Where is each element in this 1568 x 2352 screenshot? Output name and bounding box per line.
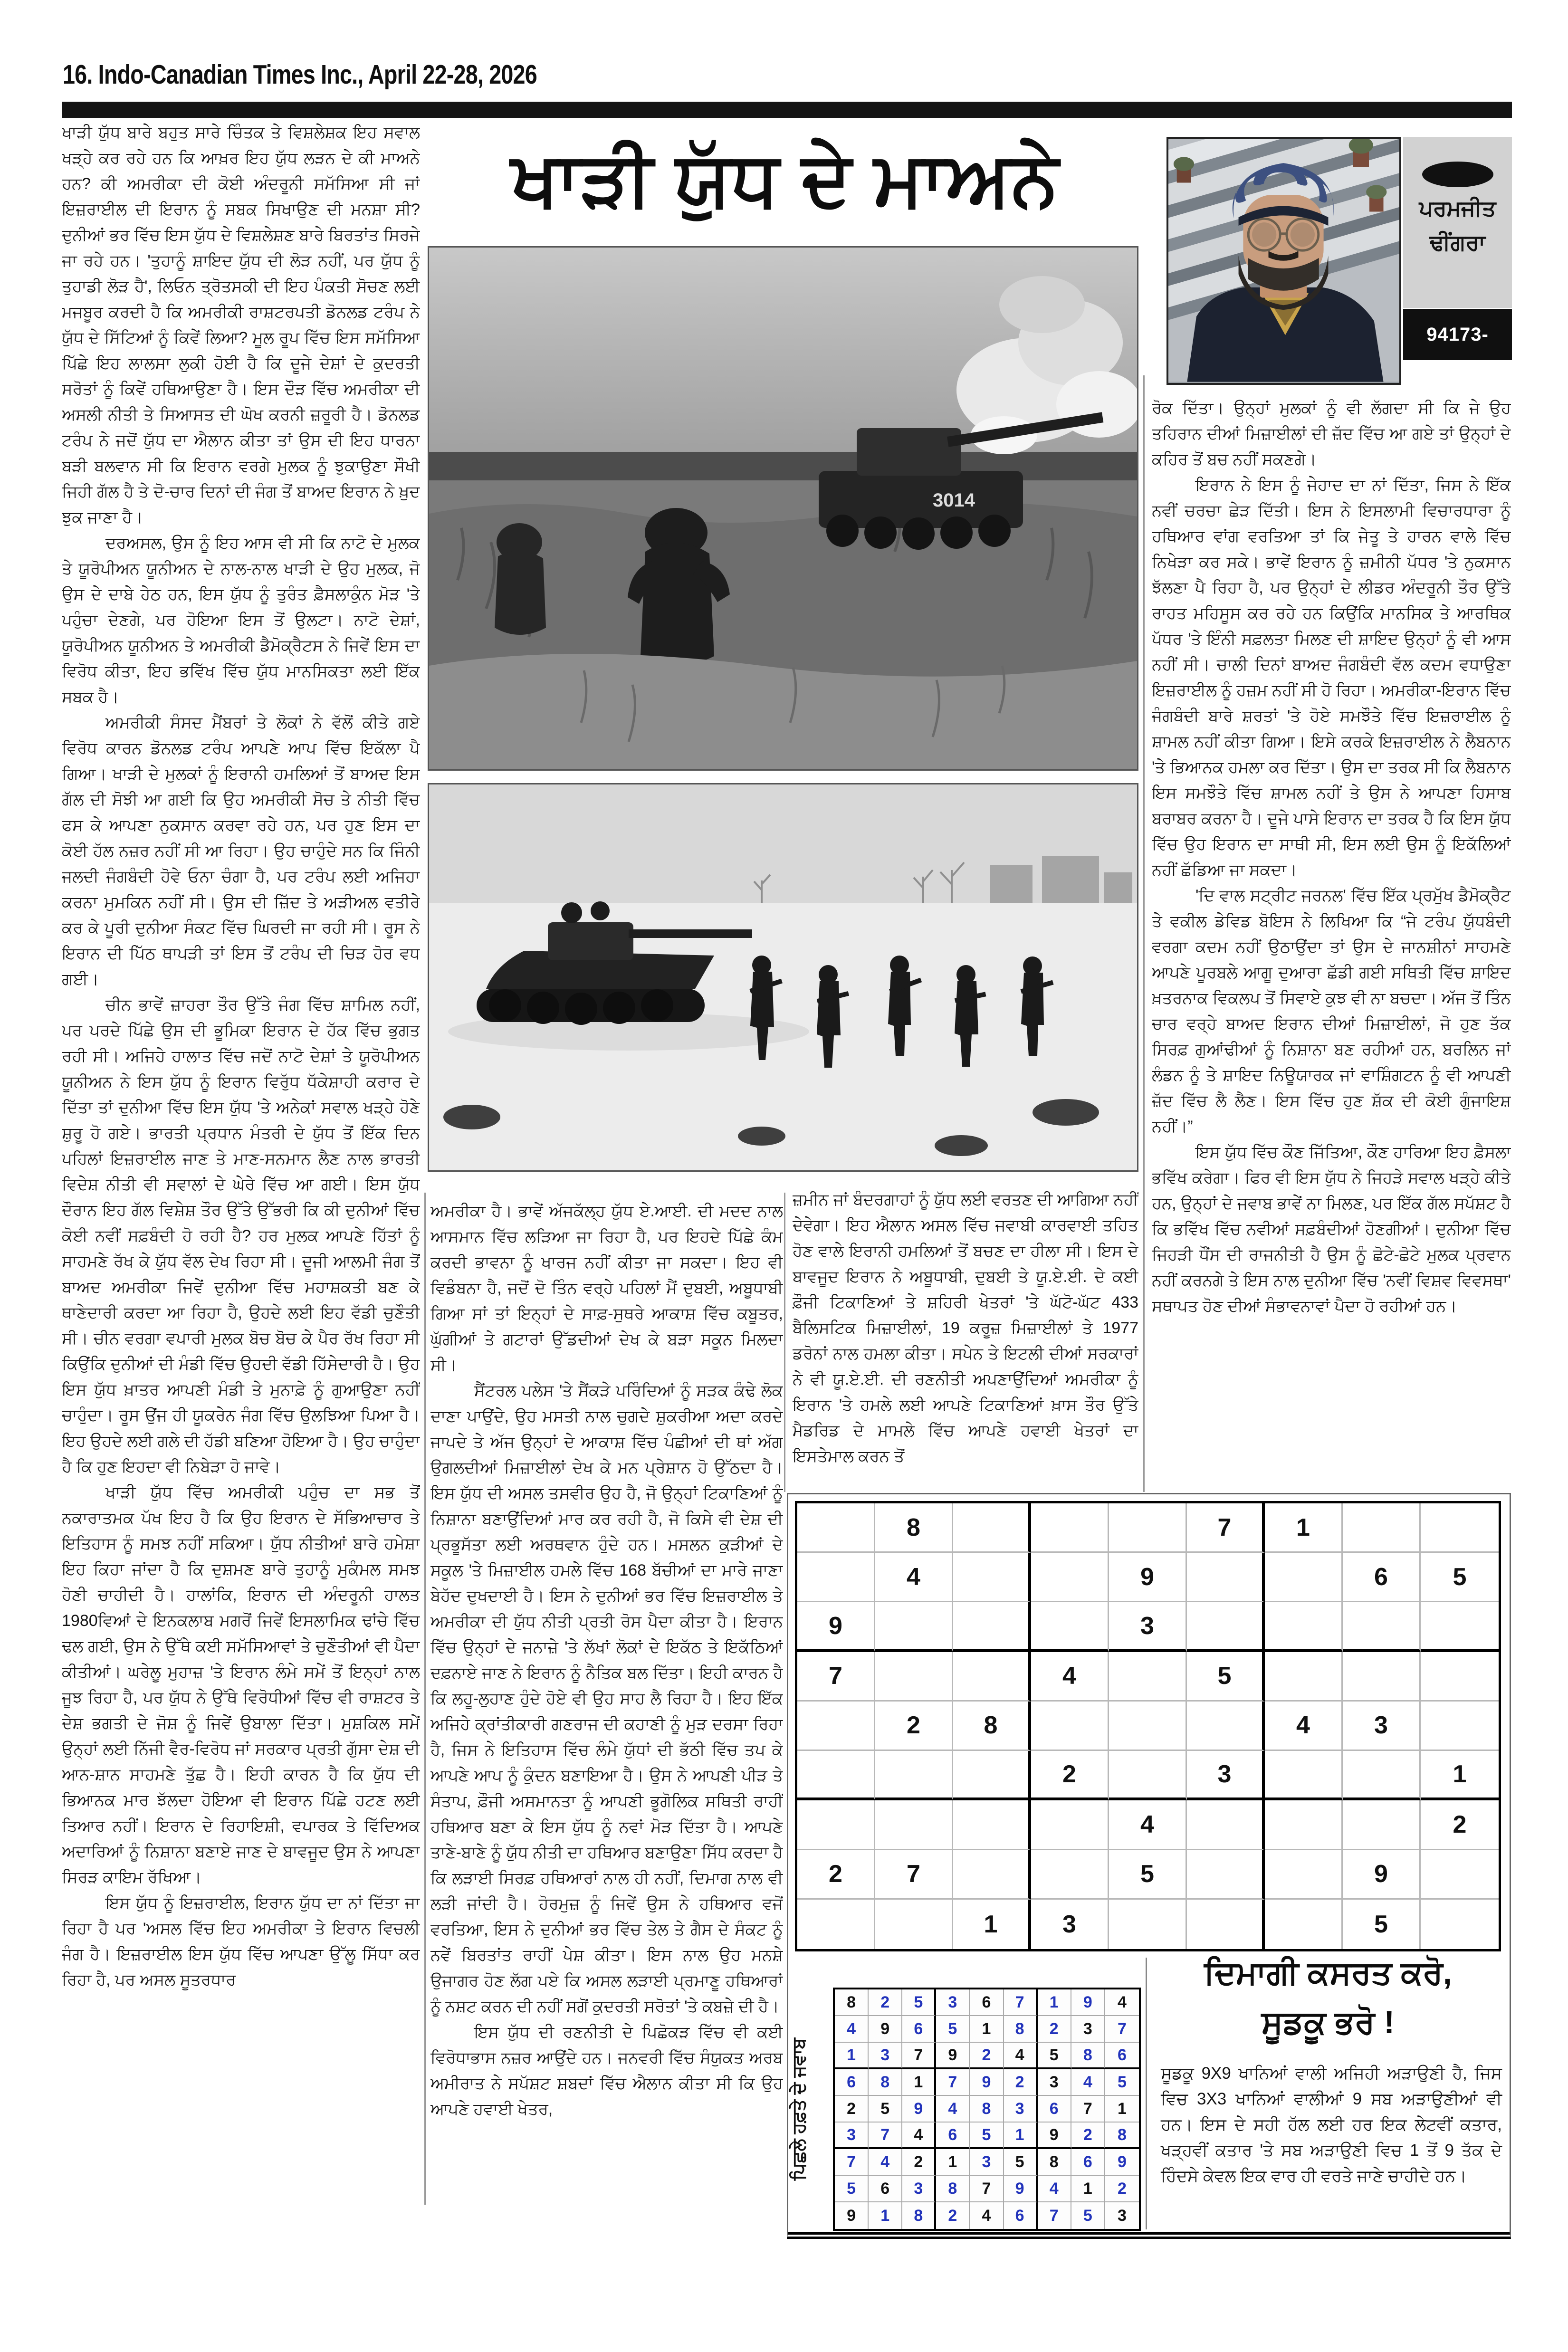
sudoku-cell: 6 bbox=[869, 2176, 902, 2202]
sudoku-cell: 4 bbox=[1038, 2176, 1071, 2202]
sudoku-cell: 6 bbox=[835, 2069, 869, 2096]
sudoku-cell: 3 bbox=[835, 2123, 869, 2149]
article-headline: ਖਾੜੀ ਯੁੱਧ ਦੇ ਮਾਅਨੇ bbox=[511, 137, 1060, 221]
article-paragraph: ਚੀਨ ਭਾਵੇਂ ਜ਼ਾਹਰਾ ਤੌਰ ਉੱਤੇ ਜੰਗ ਵਿੱਚ ਸ਼ਾਮਿਲ ਨਹੀਂ, ਪਰ ਪਰਦੇ ਪਿੱਛੇ ਉਸ ਦੀ ਭੂਮਿਕਾ ਇਰਾਨ ਦੇ ਹੱਕ ਵਿੱਚ ਭੁਗਤ ਰਹੀ ਸੀ। ਅਜਿਹੇ ਹਾਲਾਤ ਵਿੱਚ ਜਦੋਂ ਨਾਟੋ ਦੇਸ਼ਾਂ ਤੇ ਯੂਰੋਪੀਅਨ ਯੂਨੀਅਨ ਨੇ ਇਸ ਯੁੱਧ ਨੂੰ ਇਰਾਨ ਵਿਰੁੱਧ ਧੱਕੇਸ਼ਾਹੀ ਕਰਾਰ ਦੇ ਦਿੱਤਾ ਤਾਂ ਦੁਨੀਆ ਵਿੱਚ ਇਸ ਯੁੱਧ 'ਤੇ ਅਨੇਕਾਂ ਸਵਾਲ ਖੜ੍ਹੇ ਹੋਣੇ ਸ਼ੁਰੂ ਹੋ ਗਏ। ਭਾਰਤੀ ਪ੍ਰਧਾਨ ਮੰਤਰੀ ਦੇ ਯੁੱਧ ਤੋਂ ਇੱਕ ਦਿਨ ਪਹਿਲਾਂ ਇਜ਼ਰਾਈਲ ਜਾਣ ਤੇ ਮਾਣ-ਸਨਮਾਨ ਲੈਣ ਨਾਲ ਭਾਰਤੀ ਵਿਦੇਸ਼ ਨੀਤੀ ਵੀ ਸਵਾਲਾਂ ਦੇ ਘੇਰੇ ਵਿੱਚ ਆ ਗਈ। ਇਸ ਯੁੱਧ ਦੌਰਾਨ ਇਹ ਗੱਲ ਵਿਸ਼ੇਸ਼ ਤੌਰ ਉੱਤੇ ਉੱਭਰੀ ਕਿ ਕੀ ਦੁਨੀਆਂ ਵਿੱਚ ਕੋਈ ਨਵੀਂ ਸਫ਼ਬੰਦੀ ਹੋ ਰਹੀ ਹੈ? ਹਰ ਮੁਲਕ ਆਪਣੇ ਹਿੱਤਾਂ ਨੂੰ ਸਾਹਮਣੇ ਰੱਖ ਕੇ ਯੁੱਧ ਵੱਲ ਦੇਖ ਰਿਹਾ ਸੀ। ਦੂਜੀ ਆਲਮੀ ਜੰਗ ਤੋਂ ਬਾਅਦ ਅਮਰੀਕਾ ਜਿਵੇਂ ਦੁਨੀਆ ਵਿੱਚ ਮਹਾਸ਼ਕਤੀ ਬਣ ਕੇ ਥਾਣੇਦਾਰੀ ਕਰਦਾ ਆ ਰਿਹਾ ਹੈ, ਉਹਦੇ ਲਈ ਇਹ ਵੱਡੀ ਚੁਣੌਤੀ ਸੀ। ਚੀਨ ਵਰਗਾ ਵਪਾਰੀ ਮੁਲਕ ਬੋਚ ਬੋਚ ਕੇ ਪੈਰ ਰੱਖ ਰਿਹਾ ਸੀ ਕਿਉਂਕਿ ਦੁਨੀਆਂ ਦੀ ਮੰਡੀ ਵਿੱਚ ਉਹਦੀ ਵੱਡੀ ਹਿੱਸੇਦਾਰੀ ਹੈ। ਉਹ ਇਸ ਯੁੱਧ ਖ਼ਾਤਰ ਆਪਣੀ ਮੰਡੀ ਤੇ ਮੁਨਾਫ਼ੇ ਨੂੰ ਗੁਆਉਣਾ ਨਹੀਂ ਚਾਹੁੰਦਾ। ਰੂਸ ਉਂਜ ਹੀ ਯੂਕਰੇਨ ਜੰਗ ਵਿੱਚ ਉਲਝਿਆ ਪਿਆ ਹੈ। ਇਹ ਉਹਦੇ ਲਈ ਗਲੇ ਦੀ ਹੱਡੀ ਬਣਿਆ ਹੋਇਆ ਹੈ। ਉਹ ਚਾਹੁੰਦਾ ਹੈ ਕਿ ਹੁਣ ਇਹਦਾ ਵੀ ਨਿਬੇੜਾ ਹੋ ਜਾਵੇ। bbox=[62, 996, 420, 1476]
sudoku-cell bbox=[1031, 1602, 1109, 1652]
sudoku-cell bbox=[875, 1751, 953, 1800]
sudoku-cell bbox=[1343, 1503, 1421, 1553]
war-photo-snow-patrol bbox=[428, 783, 1138, 1172]
sudoku-cell: 6 bbox=[1004, 2202, 1038, 2229]
sudoku-cell: 2 bbox=[936, 2202, 970, 2229]
sudoku-cell: 7 bbox=[1105, 2016, 1139, 2043]
sudoku-cell bbox=[797, 1900, 875, 1949]
sudoku-cell: 5 bbox=[1038, 2043, 1071, 2069]
sudoku-cell bbox=[1265, 1800, 1343, 1850]
sudoku-cell bbox=[1421, 1900, 1499, 1949]
sudoku-section bbox=[787, 1493, 1511, 2239]
sudoku-cell: 9 bbox=[835, 2202, 869, 2229]
sudoku-cell bbox=[1031, 1702, 1109, 1751]
sudoku-cell: 9 bbox=[1071, 1989, 1105, 2016]
article-paragraph: ਇਰਾਨ ਨੇ ਇਸ ਨੂੰ ਜੇਹਾਦ ਦਾ ਨਾਂ ਦਿੱਤਾ, ਜਿਸ ਨੇ ਇੱਕ ਨਵੀਂ ਚਰਚਾ ਛੇੜ ਦਿੱਤੀ। ਇਸ ਨੇ ਇਸਲਾਮੀ ਵਿਚਾਰਧਾਰਾ ਨੂੰ ਹਥਿਆਰ ਵਾਂਗ ਵਰਤਿਆ ਤਾਂ ਕਿ ਜੇਤੂ ਤੇ ਹਾਰਨ ਵਾਲੇ ਵਿੱਚ ਨਿਖੇੜਾ ਕਰ ਸਕੇ। ਭਾਵੇਂ ਇਰਾਨ ਨੂੰ ਜ਼ਮੀਨੀ ਪੱਧਰ 'ਤੇ ਨੁਕਸਾਨ ਝੱਲਣਾ ਪੈ ਰਿਹਾ ਹੈ, ਪਰ ਉਨ੍ਹਾਂ ਦੇ ਲੀਡਰ ਅੰਦਰੂਨੀ ਤੌਰ ਉੱਤੇ ਰਾਹਤ ਮਹਿਸੂਸ ਕਰ ਰਹੇ ਹਨ ਕਿਉਂਕਿ ਮਾਨਸਿਕ ਤੇ ਆਰਥਿਕ ਪੱਧਰ 'ਤੇ ਇੰਨੀ ਸਫ਼ਲਤਾ ਮਿਲਣ ਦੀ ਸ਼ਾਇਦ ਉਨ੍ਹਾਂ ਨੂੰ ਵੀ ਆਸ ਨਹੀਂ ਸੀ। ਚਾਲੀ ਦਿਨਾਂ ਬਾਅਦ ਜੰਗਬੰਦੀ ਵੱਲ ਕਦਮ ਵਧਾਉਣਾ ਇਜ਼ਰਾਈਲ ਨੂੰ ਹਜ਼ਮ ਨਹੀਂ ਸੀ ਹੋ ਰਿਹਾ। ਅਮਰੀਕਾ-ਇਰਾਨ ਵਿੱਚ ਜੰਗਬੰਦੀ ਬਾਰੇ ਸ਼ਰਤਾਂ 'ਤੇ ਹੋਏ ਸਮਝੌਤੇ ਵਿੱਚ ਇਜ਼ਰਾਈਲ ਨੂੰ ਸ਼ਾਮਲ ਨਹੀਂ ਕੀਤਾ ਗਿਆ। ਇਸੇ ਕਰਕੇ ਇਜ਼ਰਾਈਲ ਨੇ ਲੈਬਨਾਨ 'ਤੇ ਭਿਆਨਕ ਹਮਲਾ ਕਰ ਦਿੱਤਾ। ਉਸ ਦਾ ਤਰਕ ਸੀ ਕਿ ਲੈਬਨਾਨ ਇਸ ਸਮਝੌਤੇ ਵਿੱਚ ਸ਼ਾਮਲ ਨਹੀਂ ਤੇ ਉਸ ਨੇ ਆਪਣਾ ਹਿਸਾਬ ਬਰਾਬਰ ਕਰਨਾ ਹੈ। ਦੂਜੇ ਪਾਸੇ ਇਰਾਨ ਦਾ ਤਰਕ ਹੈ ਕਿ ਇਸ ਯੁੱਧ ਵਿੱਚ ਉਹ ਇਰਾਨ ਦਾ ਸਾਥੀ ਸੀ, ਇਸ ਲਈ ਉਸ ਨੂੰ ਇਕੱਲਿਆਂ ਨਹੀਂ ਛੱਡਿਆ ਜਾ ਸਕਦਾ। bbox=[1152, 476, 1511, 879]
author-photo bbox=[1166, 137, 1401, 385]
sudoku-cell: 4 bbox=[1109, 1800, 1187, 1850]
article-paragraph: ਇਸ ਯੁੱਧ ਵਿੱਚ ਕੌਣ ਜਿੱਤਿਆ, ਕੌਣ ਹਾਰਿਆ ਇਹ ਫ਼ੈਸਲਾ ਭਵਿੱਖ ਕਰੇਗਾ। ਫਿਰ ਵੀ ਇਸ ਯੁੱਧ ਨੇ ਜਿਹੜੇ ਸਵਾਲ ਖੜ੍ਹੇ ਕੀਤੇ ਹਨ, ਉਨ੍ਹਾਂ ਦੇ ਜਵਾਬ ਭਾਵੇਂ ਨਾ ਮਿਲਣ, ਪਰ ਇੱਕ ਗੱਲ ਸਪੱਸ਼ਟ ਹੈ ਕਿ ਭਵਿੱਖ ਵਿੱਚ ਨਵੀਆਂ ਸਫ਼ਬੰਦੀਆਂ ਹੋਣਗੀਆਂ। ਦੁਨੀਆ ਵਿੱਚ ਜਿਹੜੀ ਧੌਂਸ ਦੀ ਰਾਜਨੀਤੀ ਹੈ ਉਸ ਨੂੰ ਛੋਟੇ-ਛੋਟੇ ਮੁਲਕ ਪ੍ਰਵਾਨ ਨਹੀਂ ਕਰਨਗੇ ਤੇ ਇਸ ਨਾਲ ਦੁਨੀਆ ਵਿੱਚ 'ਨਵੀਂ ਵਿਸ਼ਵ ਵਿਵਸਥਾ' ਸਥਾਪਤ ਹੋਣ ਦੀਆਂ ਸੰਭਾਵਨਾਵਾਂ ਪੈਦਾ ਹੋ ਰਹੀਆਂ ਹਨ। bbox=[1152, 1143, 1511, 1315]
sudoku-cell: 3 bbox=[1117, 2206, 1127, 2225]
sudoku-cell: 5 bbox=[1343, 1900, 1421, 1949]
sudoku-cell: 9 bbox=[1004, 2176, 1038, 2202]
sudoku-cell: 1 bbox=[902, 2069, 936, 2096]
sudoku-cell: 8 bbox=[1038, 2149, 1071, 2176]
sudoku-cell bbox=[1109, 1652, 1187, 1702]
sudoku-cell: 3 bbox=[869, 2043, 902, 2069]
column-divider bbox=[1143, 375, 1145, 1492]
sudoku-cell: 7 bbox=[1038, 2202, 1071, 2229]
sudoku-cell bbox=[1187, 1702, 1265, 1751]
sudoku-cell: 1 bbox=[1105, 2096, 1139, 2123]
sudoku-cell bbox=[875, 1800, 953, 1850]
sudoku-cell bbox=[1187, 1800, 1265, 1850]
sudoku-cell bbox=[1343, 1751, 1421, 1800]
sudoku-cell bbox=[1109, 1503, 1187, 1553]
sudoku-cell bbox=[1421, 1503, 1499, 1553]
sudoku-cell: 9 bbox=[797, 1602, 875, 1652]
sudoku-cell: 4 bbox=[902, 2123, 936, 2149]
sudoku-cell bbox=[1265, 1602, 1343, 1652]
sudoku-cell: 6 bbox=[970, 1989, 1004, 2016]
sudoku-cell bbox=[1031, 1553, 1109, 1602]
sudoku-cell bbox=[953, 1850, 1031, 1900]
sudoku-cell bbox=[1187, 1850, 1265, 1900]
sudoku-cell: 2 bbox=[1038, 2016, 1071, 2043]
article-paragraph: ਇਸ ਯੁੱਧ ਦੀ ਰਣਨੀਤੀ ਦੇ ਪਿਛੋਕੜ ਵਿੱਚ ਵੀ ਕਈ ਵਿਰੋਧਾਭਾਸ ਨਜ਼ਰ ਆਉਂਦੇ ਹਨ। ਜਨਵਰੀ ਵਿੱਚ ਸੰਯੁਕਤ ਅਰਬ ਅਮੀਰਾਤ ਨੇ ਸਪੱਸ਼ਟ ਸ਼ਬਦਾਂ ਵਿੱਚ ਐਲਾਨ ਕੀਤਾ ਸੀ ਕਿ ਉਹ ਆਪਣੇ ਹਵਾਈ ਖੇਤਰ, bbox=[430, 2023, 783, 2118]
sudoku-cell bbox=[1343, 1652, 1421, 1702]
sudoku-cell: 7 bbox=[875, 1850, 953, 1900]
sudoku-cell: 1 bbox=[936, 2149, 970, 2176]
sudoku-cell bbox=[1421, 1652, 1499, 1702]
sudoku-cell bbox=[953, 1602, 1031, 1652]
author-portrait-illustration bbox=[1168, 139, 1399, 382]
sudoku-cell bbox=[1265, 1751, 1343, 1800]
sudoku-cell bbox=[1421, 1602, 1499, 1652]
sudoku-cell: 9 bbox=[936, 2043, 970, 2069]
sudoku-cell: 9 bbox=[970, 2069, 1004, 2096]
sudoku-cell bbox=[1265, 1850, 1343, 1900]
sudoku-cell: 2 bbox=[1004, 2069, 1038, 2096]
tank-number-marking: 3014 bbox=[933, 490, 975, 511]
sudoku-cell: 9 bbox=[902, 2096, 936, 2123]
sudoku-cell: 2 bbox=[835, 2096, 869, 2123]
author-name-line2: ਢੀਂਗਰਾ bbox=[1429, 230, 1486, 255]
masthead: 16. Indo-Canadian Times Inc., April 22-28, 2026 bbox=[63, 59, 537, 90]
article-column-4 bbox=[1152, 395, 1511, 1492]
author-panel bbox=[1403, 137, 1512, 308]
sudoku-cell: 2 bbox=[1031, 1751, 1109, 1800]
sudoku-promo-line1: ਦਿਮਾਗੀ ਕਸਰਤ ਕਰੋ, bbox=[1204, 1955, 1452, 1991]
sudoku-cell bbox=[1109, 1702, 1187, 1751]
sudoku-cell: 7 bbox=[902, 2043, 936, 2069]
sudoku-cell: 1 bbox=[953, 1900, 1031, 1949]
sudoku-cell: 7 bbox=[1187, 1503, 1265, 1553]
author-phone: 94173-58120 bbox=[1403, 309, 1512, 360]
sudoku-cell: 7 bbox=[1004, 1989, 1038, 2016]
sudoku-cell: 1 bbox=[1004, 2123, 1038, 2149]
sudoku-cell: 7 bbox=[797, 1652, 875, 1702]
sudoku-cell bbox=[1265, 1553, 1343, 1602]
sudoku-cell bbox=[875, 1900, 953, 1949]
sudoku-cell: 3 bbox=[1031, 1900, 1109, 1949]
sudoku-cell: 1 bbox=[1038, 1989, 1071, 2016]
sudoku-cell: 2 bbox=[797, 1850, 875, 1900]
sudoku-promo-line2: ਸੂਡਕੂ ਭਰੋ ! bbox=[1261, 2004, 1395, 2040]
sudoku-cell: 1 bbox=[1265, 1503, 1343, 1553]
article-paragraph: ਸੈਂਟਰਲ ਪਲੇਸ 'ਤੇ ਸੈਂਕੜੇ ਪਰਿੰਦਿਆਂ ਨੂੰ ਸੜਕ ਕੰਢੇ ਲੋਕ ਦਾਣਾ ਪਾਉਂਦੇ, ਉਹ ਮਸਤੀ ਨਾਲ ਚੁਗਦੇ ਸ਼ੁਕਰੀਆ ਅਦਾ ਕਰਦੇ ਜਾਪਦੇ ਤੇ ਅੱਜ ਉਨ੍ਹਾਂ ਦੇ ਆਕਾਸ਼ ਵਿੱਚ ਪੰਛੀਆਂ ਦੀ ਥਾਂ ਅੱਗ ਉਗਲਦੀਆਂ ਮਿਜ਼ਾਈਲਾਂ ਦੇਖ ਕੇ ਮਨ ਪ੍ਰੇਸ਼ਾਨ ਹੋ ਉੱਠਦਾ ਹੈ। ਇਸ ਯੁੱਧ ਦੀ ਅਸਲ ਤਸਵੀਰ ਉਹ ਹੈ, ਜੋ ਉਨ੍ਹਾਂ ਟਿਕਾਣਿਆਂ ਨੂੰ ਨਿਸ਼ਾਨਾ ਬਣਾਉਂਦਿਆਂ ਮਾਰ ਕਰ ਰਹੀ ਹੈ, ਜੋ ਕਿਸੇ ਵੀ ਦੇਸ਼ ਦੀ ਪ੍ਰਭੂਸੱਤਾ ਲਈ ਅਰਥਵਾਨ ਹੁੰਦੇ ਹਨ। ਮਸਲਨ ਕੁੜੀਆਂ ਦੇ ਸਕੂਲ 'ਤੇ ਮਿਜ਼ਾਈਲ ਹਮਲੇ ਵਿੱਚ 168 ਬੱਚੀਆਂ ਦਾ ਮਾਰੇ ਜਾਣਾ ਬੇਹੱਦ ਦੁਖਦਾਈ ਹੈ। ਇਸ ਨੇ ਦੁਨੀਆਂ ਭਰ ਵਿੱਚ ਇਜ਼ਰਾਈਲ ਤੇ ਅਮਰੀਕਾ ਦੀ ਯੁੱਧ ਨੀਤੀ ਪ੍ਰਤੀ ਰੋਸ ਪੈਦਾ ਕੀਤਾ ਹੈ। ਇਰਾਨ ਵਿੱਚ ਉਨ੍ਹਾਂ ਦੇ ਜਨਾਜ਼ੇ 'ਤੇ ਲੱਖਾਂ ਲੋਕਾਂ ਦੇ ਇਕੱਠ ਤੇ ਇਕੱਠਿਆਂ ਦਫ਼ਨਾਏ ਜਾਣ ਨੇ ਇਰਾਨ ਨੂੰ ਨੈਤਿਕ ਬਲ ਦਿੱਤਾ। ਇਹੀ ਕਾਰਨ ਹੈ ਕਿ ਲਹੂ-ਲੁਹਾਣ ਹੁੰਦੇ ਹੋਏ ਵੀ ਉਹ ਸਾਹ ਲੈ ਰਿਹਾ ਹੈ। ਇਹ ਇੱਕ ਅਜਿਹੇ ਕ੍ਰਾਂਤੀਕਾਰੀ ਗਣਰਾਜ ਦੀ ਕਹਾਣੀ ਨੂੰ ਮੁੜ ਦਰਸਾ ਰਿਹਾ ਹੈ, ਜਿਸ ਨੇ ਇਤਿਹਾਸ ਵਿੱਚ ਲੰਮੇ ਯੁੱਧਾਂ ਦੀ ਭੱਠੀ ਵਿੱਚ ਤਪ ਕੇ ਆਪਣੇ ਆਪ ਨੂੰ ਕੁੰਦਨ ਬਣਾਇਆ ਹੈ। ਉਸ ਨੇ ਆਪਣੀ ਪੀੜ ਤੇ ਸੰਤਾਪ, ਫ਼ੌਜੀ ਅਸਮਾਨਤਾ ਨੂੰ ਆਪਣੀ ਭੂਗੋਲਿਕ ਸਥਿਤੀ ਰਾਹੀਂ ਹਥਿਆਰ ਬਣਾ ਕੇ ਇਸ ਯੁੱਧ ਨੂੰ ਨਵਾਂ ਮੋੜ ਦਿੱਤਾ ਹੈ। ਆਪਣੇ ਤਾਣੇ-ਬਾਣੇ ਨੂੰ ਯੁੱਧ ਨੀਤੀ ਦਾ ਹਥਿਆਰ ਬਣਾਉਣਾ ਸਿੱਧ ਕਰਦਾ ਹੈ ਕਿ ਲੜਾਈ ਸਿਰਫ਼ ਹਥਿਆਰਾਂ ਨਾਲ ਹੀ ਨਹੀਂ, ਦਿਮਾਗ ਨਾਲ ਵੀ ਲੜੀ ਜਾਂਦੀ ਹੈ। ਹੋਰਮੁਜ਼ ਨੂੰ ਜਿਵੇਂ ਉਸ ਨੇ ਹਥਿਆਰ ਵਜੋਂ ਵਰਤਿਆ, ਇਸ ਨੇ ਦੁਨੀਆਂ ਭਰ ਵਿੱਚ ਤੇਲ ਤੇ ਗੈਸ ਦੇ ਸੰਕਟ ਨੂੰ ਨਵੇਂ ਬਿਰਤਾਂਤ ਰਾਹੀਂ ਪੇਸ਼ ਕੀਤਾ। ਇਸ ਨਾਲ ਉਹ ਮਨਸ਼ੇ ਉਜਾਗਰ ਹੋਣ ਲੱਗ ਪਏ ਕਿ ਅਸਲ ਲੜਾਈ ਪ੍ਰਮਾਣੂ ਹਥਿਆਰਾਂ ਨੂੰ ਨਸ਼ਟ ਕਰਨ ਦੀ ਨਹੀਂ ਸਗੋਂ ਕੁਦਰਤੀ ਸਰੋਤਾਂ 'ਤੇ ਕਬਜ਼ੇ ਦੀ ਹੈ। bbox=[430, 1382, 783, 2016]
sudoku-cell bbox=[797, 1553, 875, 1602]
sudoku-cell: 5 bbox=[1421, 1553, 1499, 1602]
sudoku-cell: 5 bbox=[1071, 2202, 1105, 2229]
sudoku-cell: 9 bbox=[1109, 1553, 1187, 1602]
sudoku-cell: 8 bbox=[970, 2096, 1004, 2123]
sudoku-cell: 5 bbox=[1004, 2149, 1038, 2176]
article-paragraph: ਖਾੜੀ ਯੁੱਧ ਬਾਰੇ ਬਹੁਤ ਸਾਰੇ ਚਿੰਤਕ ਤੇ ਵਿਸ਼ਲੇਸ਼ਕ ਇਹ ਸਵਾਲ ਖੜ੍ਹੇ ਕਰ ਰਹੇ ਹਨ ਕਿ ਆਖ਼ਰ ਇਹ ਯੁੱਧ ਲੜਨ ਦੇ ਕੀ ਮਾਅਨੇ ਹਨ? ਕੀ ਅਮਰੀਕਾ ਦੀ ਕੋਈ ਅੰਦਰੂਨੀ ਸਮੱਸਿਆ ਸੀ ਜਾਂ ਇਜ਼ਰਾਈਲ ਦੀ ਇਰਾਨ ਨੂੰ ਸਬਕ ਸਿਖਾਉਣ ਦੀ ਮਨਸ਼ਾ ਸੀ? ਦੁਨੀਆਂ ਭਰ ਵਿੱਚ ਇਸ ਯੁੱਧ ਦੇ ਵਿਸ਼ਲੇਸ਼ਣ ਬਾਰੇ ਬਿਰਤਾਂਤ ਸਿਰਜੇ ਜਾ ਰਹੇ ਹਨ। 'ਤੁਹਾਨੂੰ ਸ਼ਾਇਦ ਯੁੱਧ ਦੀ ਲੋੜ ਨਹੀਂ, ਪਰ ਯੁੱਧ ਨੂੰ ਤੁਹਾਡੀ ਲੋੜ ਹੈ', ਲਿਓਨ ਤ੍ਰੋਤਸਕੀ ਦੀ ਇਹ ਪੰਕਤੀ ਸੋਚਣ ਲਈ ਮਜਬੂਰ ਕਰਦੀ ਹੈ ਕਿ ਅਮਰੀਕੀ ਰਾਸ਼ਟਰਪਤੀ ਡੋਨਲਡ ਟਰੰਪ ਨੇ ਯੁੱਧ ਦੇ ਸਿੱਟਿਆਂ ਨੂੰ ਕਿਵੇਂ ਲਿਆ? ਮੂਲ ਰੂਪ ਵਿੱਚ ਇਸ ਸਮੱਸਿਆ ਪਿੱਛੇ ਇਹ ਲਾਲਸਾ ਲੁਕੀ ਹੋਈ ਹੈ ਕਿ ਦੂਜੇ ਦੇਸ਼ਾਂ ਦੇ ਕੁਦਰਤੀ ਸਰੋਤਾਂ ਨੂੰ ਕਿਵੇਂ ਹਥਿਆਉਣਾ ਹੈ। ਇਸ ਦੌੜ ਵਿੱਚ ਅਮਰੀਕਾ ਦੀ ਅਸਲੀ ਨੀਤੀ ਤੇ ਸਿਆਸਤ ਦੀ ਘੋਖ ਕਰਨੀ ਜ਼ਰੂਰੀ ਹੈ। ਡੋਨਲਡ ਟਰੰਪ ਨੇ ਜਦੋਂ ਯੁੱਧ ਦਾ ਐਲਾਨ ਕੀਤਾ ਤਾਂ ਉਸ ਦੀ ਇਹ ਧਾਰਨਾ ਬੜੀ ਬਲਵਾਨ ਸੀ ਕਿ ਇਰਾਨ ਵਰਗੇ ਮੁਲਕ ਨੂੰ ਝੁਕਾਉਣਾ ਸੌਖੀ ਜਿਹੀ ਗੱਲ ਹੈ ਤੇ ਦੋ-ਚਾਰ ਦਿਨਾਂ ਦੀ ਜੰਗ ਤੋਂ ਬਾਅਦ ਇਰਾਨ ਨੇ ਖ਼ੁਦ ਝੁਕ ਜਾਣਾ ਹੈ। bbox=[62, 124, 420, 526]
article-paragraph: ਇਸ ਯੁੱਧ ਨੂੰ ਇਜ਼ਰਾਈਲ, ਇਰਾਨ ਯੁੱਧ ਦਾ ਨਾਂ ਦਿੱਤਾ ਜਾ ਰਿਹਾ ਹੈ ਪਰ 'ਅਸਲ ਵਿੱਚ ਇਹ ਅਮਰੀਕਾ ਤੇ ਇਰਾਨ ਵਿਚਲੀ ਜੰਗ ਹੈ। ਇਜ਼ਰਾਈਲ ਇਸ ਯੁੱਧ ਵਿੱਚ ਆਪਣਾ ਉੱਲੂ ਸਿੱਧਾ ਕਰ ਰਿਹਾ ਹੈ, ਪਰ ਅਸਲ ਸੂਤਰਧਾਰ bbox=[62, 1894, 420, 1989]
sudoku-cell: 6 bbox=[936, 2123, 970, 2149]
sudoku-cell: 8 bbox=[1105, 2123, 1139, 2149]
author-ellipse-decoration bbox=[1422, 162, 1493, 187]
sudoku-cell bbox=[797, 1751, 875, 1800]
sudoku-cell: 3 bbox=[1343, 1702, 1421, 1751]
sudoku-cell: 5 bbox=[835, 2176, 869, 2202]
previous-answers-label: ਪਿਛਲੇ ਹਫ਼ਤੇ ਦੇ ਜਵਾਬ bbox=[789, 2038, 809, 2180]
article-column-1 bbox=[62, 120, 420, 2315]
sudoku-cell bbox=[797, 1800, 875, 1850]
sudoku-cell: 4 bbox=[936, 2096, 970, 2123]
sudoku-cell: 8 bbox=[953, 1702, 1031, 1751]
sudoku-cell bbox=[1031, 1503, 1109, 1553]
sudoku-cell: 5 bbox=[1109, 1850, 1187, 1900]
sudoku-cell: 1 bbox=[869, 2202, 902, 2229]
sudoku-cell bbox=[1265, 1652, 1343, 1702]
sudoku-cell: 2 bbox=[1105, 2176, 1139, 2202]
sudoku-cell: 8 bbox=[869, 2069, 902, 2096]
war-photo-artillery bbox=[428, 246, 1138, 771]
article-paragraph: ਅਮਰੀਕਾ ਹੈ। ਭਾਵੇਂ ਅੱਜਕੱਲ੍ਹ ਯੁੱਧ ਏ.ਆਈ. ਦੀ ਮਦਦ ਨਾਲ ਆਸਮਾਨ ਵਿੱਚ ਲੜਿਆ ਜਾ ਰਿਹਾ ਹੈ, ਪਰ ਇਹਦੇ ਪਿੱਛੇ ਕੰਮ ਕਰਦੀ ਭਾਵਨਾ ਨੂੰ ਖਾਰਜ ਨਹੀਂ ਕੀਤਾ ਜਾ ਸਕਦਾ। ਇਹ ਵੀ ਵਿਡੰਬਨਾ ਹੈ, ਜਦੋਂ ਦੋ ਤਿੰਨ ਵਰ੍ਹੇ ਪਹਿਲਾਂ ਮੈਂ ਦੁਬਈ, ਅਬੂਧਾਬੀ ਗਿਆ ਸਾਂ ਤਾਂ ਇਨ੍ਹਾਂ ਦੇ ਸਾਫ਼-ਸੁਥਰੇ ਆਕਾਸ਼ ਵਿੱਚ ਕਬੂਤਰ, ਘੁੱਗੀਆਂ ਤੇ ਗਟਾਰਾਂ ਉੱਡਦੀਆਂ ਦੇਖ ਕੇ ਬੜਾ ਸਕੂਨ ਮਿਲਦਾ ਸੀ। bbox=[430, 1202, 783, 1374]
sudoku-cell: 1 bbox=[1071, 2176, 1105, 2202]
sudoku-cell: 5 bbox=[902, 1989, 936, 2016]
sudoku-cell: 5 bbox=[1105, 2069, 1139, 2096]
sudoku-cell: 2 bbox=[1071, 2123, 1105, 2149]
sudoku-cell bbox=[953, 1652, 1031, 1702]
sudoku-cell bbox=[1187, 1553, 1265, 1602]
sudoku-puzzle-grid bbox=[795, 1501, 1501, 1951]
sudoku-cell: 2 bbox=[1421, 1800, 1499, 1850]
sudoku-cell: 6 bbox=[902, 2016, 936, 2043]
sudoku-cell: 4 bbox=[1265, 1702, 1343, 1751]
sudoku-cell: 1 bbox=[835, 2043, 869, 2069]
article-column-3 bbox=[793, 1187, 1138, 1492]
masthead-rule bbox=[62, 102, 1512, 118]
sudoku-cell: 3 bbox=[1109, 1602, 1187, 1652]
sudoku-cell: 8 bbox=[1004, 2016, 1038, 2043]
sudoku-cell bbox=[875, 1602, 953, 1652]
sudoku-cell: 3 bbox=[970, 2149, 1004, 2176]
sudoku-cell: 5 bbox=[869, 2096, 902, 2123]
section-divider bbox=[1146, 1958, 1147, 2229]
sudoku-cell bbox=[953, 1553, 1031, 1602]
sudoku-cell: 7 bbox=[936, 2069, 970, 2096]
sudoku-cell: 8 bbox=[835, 1989, 869, 2016]
sudoku-cell: 8 bbox=[936, 2176, 970, 2202]
sudoku-cell: 4 bbox=[1071, 2069, 1105, 2096]
sudoku-cell: 6 bbox=[1071, 2149, 1105, 2176]
sudoku-cell bbox=[1109, 1751, 1187, 1800]
sudoku-cell: 3 bbox=[1187, 1751, 1265, 1800]
sudoku-cell: 5 bbox=[936, 2016, 970, 2043]
sudoku-cell: 4 bbox=[875, 1553, 953, 1602]
sudoku-cell: 9 bbox=[869, 2016, 902, 2043]
sudoku-cell bbox=[1031, 1850, 1109, 1900]
sudoku-cell: 2 bbox=[902, 2149, 936, 2176]
article-paragraph: ਜ਼ਮੀਨ ਜਾਂ ਬੰਦਰਗਾਹਾਂ ਨੂੰ ਯੁੱਧ ਲਈ ਵਰਤਣ ਦੀ ਆਗਿਆ ਨਹੀਂ ਦੇਵੇਗਾ। ਇਹ ਐਲਾਨ ਅਸਲ ਵਿੱਚ ਜਵਾਬੀ ਕਾਰਵਾਈ ਤਹਿਤ ਹੋਣ ਵਾਲੇ ਇਰਾਨੀ ਹਮਲਿਆਂ ਤੋਂ ਬਚਣ ਦਾ ਹੀਲਾ ਸੀ। ਇਸ ਦੇ ਬਾਵਜੂਦ ਇਰਾਨ ਨੇ ਅਬੂਧਾਬੀ, ਦੁਬਈ ਤੇ ਯੂ.ਏ.ਈ. ਦੇ ਕਈ ਫ਼ੌਜੀ ਟਿਕਾਣਿਆਂ ਤੇ ਸ਼ਹਿਰੀ ਖੇਤਰਾਂ 'ਤੇ ਘੱਟੋ-ਘੱਟ 433 ਬੈਲਿਸਟਿਕ ਮਿਜ਼ਾਈਲਾਂ, 19 ਕਰੂਜ਼ ਮਿਜ਼ਾਈਲਾਂ ਤੇ 1977 ਡਰੋਨਾਂ ਨਾਲ ਹਮਲਾ ਕੀਤਾ। ਸਪੇਨ ਤੇ ਇਟਲੀ ਦੀਆਂ ਸਰਕਾਰਾਂ ਨੇ ਵੀ ਯੂ.ਏ.ਈ. ਦੀ ਰਣਨੀਤੀ ਅਪਣਾਉਂਦਿਆਂ ਅਮਰੀਕਾ ਨੂੰ ਇਰਾਨ 'ਤੇ ਹਮਲੇ ਲਈ ਆਪਣੇ ਟਿਕਾਣਿਆਂ ਖ਼ਾਸ ਤੌਰ ਉੱਤੇ ਮੈਡਰਿਡ ਦੇ ਮਾਮਲੇ ਵਿੱਚ ਆਪਣੇ ਹਵਾਈ ਖੇਤਰਾਂ ਦਾ ਇਸਤੇਮਾਲ ਕਰਨ ਤੋਂ bbox=[793, 1191, 1138, 1465]
sudoku-cell: 9 bbox=[1343, 1850, 1421, 1900]
sudoku-cell: 2 bbox=[875, 1702, 953, 1751]
sudoku-cell bbox=[797, 1702, 875, 1751]
sudoku-cell: 3 bbox=[902, 2176, 936, 2202]
sudoku-cell: 4 bbox=[1004, 2043, 1038, 2069]
sudoku-cell: 7 bbox=[1071, 2096, 1105, 2123]
sudoku-cell bbox=[1343, 1602, 1421, 1652]
article-paragraph: ਖਾੜੀ ਯੁੱਧ ਵਿੱਚ ਅਮਰੀਕੀ ਪਹੁੰਚ ਦਾ ਸਭ ਤੋਂ ਨਕਾਰਾਤਮਕ ਪੱਖ ਇਹ ਹੈ ਕਿ ਉਹ ਇਰਾਨ ਦੇ ਸੱਭਿਆਚਾਰ ਤੇ ਇਤਿਹਾਸ ਨੂੰ ਸਮਝ ਨਹੀਂ ਸਕਿਆ। ਯੁੱਧ ਨੀਤੀਆਂ ਬਾਰੇ ਹਮੇਸ਼ਾ ਇਹ ਕਿਹਾ ਜਾਂਦਾ ਹੈ ਕਿ ਦੁਸ਼ਮਣ ਬਾਰੇ ਤੁਹਾਨੂੰ ਮੁਕੰਮਲ ਸਮਝ ਹੋਣੀ ਚਾਹੀਦੀ ਹੈ। ਹਾਲਾਂਕਿ, ਇਰਾਨ ਦੀ ਅੰਦਰੂਨੀ ਹਾਲਤ 1980ਵਿਆਂ ਦੇ ਇਨਕਲਾਬ ਮਗਰੋਂ ਜਿਵੇਂ ਇਸਲਾਮਿਕ ਢਾਂਚੇ ਵਿੱਚ ਢਲ ਗਈ, ਉਸ ਨੇ ਉੱਥੇ ਕਈ ਸਮੱਸਿਆਵਾਂ ਤੇ ਚੁਣੌਤੀਆਂ ਵੀ ਪੈਦਾ ਕੀਤੀਆਂ। ਘਰੇਲੂ ਮੁਹਾਜ਼ 'ਤੇ ਇਰਾਨ ਲੰਮੇ ਸਮੇਂ ਤੋਂ ਇਨ੍ਹਾਂ ਨਾਲ ਜੂਝ ਰਿਹਾ ਹੈ, ਪਰ ਯੁੱਧ ਨੇ ਉੱਥੇ ਵਿਰੋਧੀਆਂ ਵਿੱਚ ਵੀ ਰਾਸ਼ਟਰ ਤੇ ਦੇਸ਼ ਭਗਤੀ ਦੇ ਜੋਸ਼ ਨੂੰ ਜਿਵੇਂ ਉਬਾਲਾ ਦਿੱਤਾ। ਮੁਸ਼ਕਿਲ ਸਮੇਂ ਉਨ੍ਹਾਂ ਲਈ ਨਿੱਜੀ ਵੈਰ-ਵਿਰੋਧ ਜਾਂ ਸਰਕਾਰ ਪ੍ਰਤੀ ਗੁੱਸਾ ਦੇਸ਼ ਦੀ ਆਨ-ਸ਼ਾਨ ਸਾਹਮਣੇ ਤੁੱਛ ਹੈ। ਇਹੀ ਕਾਰਨ ਹੈ ਕਿ ਯੁੱਧ ਦੀ ਭਿਆਨਕ ਮਾਰ ਝੱਲਦਾ ਹੋਇਆ ਵੀ ਇਰਾਨ ਪਿੱਛੇ ਹਟਣ ਲਈ ਤਿਆਰ ਨਹੀਂ। ਇਰਾਨ ਦੇ ਰਿਹਾਇਸ਼ੀ, ਵਪਾਰਕ ਤੇ ਵਿੱਦਿਅਕ ਅਦਾਰਿਆਂ ਨੂੰ ਨਿਸ਼ਾਨਾ ਬਣਾਏ ਜਾਣ ਦੇ ਬਾਵਜੂਦ ਉਸ ਨੇ ਆਪਣਾ ਸਿਰੜ ਕਾਇਮ ਰੱਖਿਆ। bbox=[62, 1483, 420, 1886]
sudoku-cell bbox=[953, 1751, 1031, 1800]
sudoku-cell: 4 bbox=[835, 2016, 869, 2043]
sudoku-cell: 5 bbox=[970, 2123, 1004, 2149]
sudoku-instructions: ਸੂਡਕੂ 9X9 ਖਾਨਿਆਂ ਵਾਲੀ ਅਜਿਹੀ ਅੜਾਉਣੀ ਹੈ, ਜਿਸ ਵਿਚ 3X3 ਖਾਨਿਆਂ ਵਾਲੀਆਂ 9 ਸਬ ਅੜਾਉਣੀਆਂ ਵੀ ਹਨ। ਇਸ ਦੇ ਸਹੀ ਹੱਲ ਲਈ ਹਰ ਇਕ ਲੇਟਵੀਂ ਕਤਾਰ, ਖੜ੍ਹਵੀਂ ਕਤਾਰ 'ਤੇ ਸਬ ਅੜਾਉਣੀ ਵਿਚ 1 ਤੋਂ 9 ਤੱਕ ਦੇ ਹਿੰਦਸੇ ਕੇਵਲ ਇਕ ਵਾਰ ਹੀ ਵਰਤੇ ਜਾਣੇ ਚਾਹੀਦੇ ਹਨ। bbox=[1161, 2064, 1502, 2185]
sudoku-cell: 3 bbox=[1071, 2016, 1105, 2043]
sudoku-cell: 9 bbox=[1038, 2123, 1071, 2149]
article-paragraph: 'ਦਿ ਵਾਲ ਸਟ੍ਰੀਟ ਜਰਨਲ' ਵਿੱਚ ਇੱਕ ਪ੍ਰਮੁੱਖ ਡੈਮੋਕ੍ਰੈਟ ਤੇ ਵਕੀਲ ਡੇਵਿਡ ਬੋਇਸ ਨੇ ਲਿਖਿਆ ਕਿ “ਜੇ ਟਰੰਪ ਯੁੱਧਬੰਦੀ ਵਰਗਾ ਕਦਮ ਨਹੀਂ ਉਠਾਉਂਦਾ ਤਾਂ ਉਸ ਦੇ ਜਾਨਸ਼ੀਨਾਂ ਸਾਹਮਣੇ ਆਪਣੇ ਪੂਰਬਲੇ ਆਗੂ ਦੁਆਰਾ ਛੱਡੀ ਗਈ ਸਥਿਤੀ ਵਿੱਚ ਸ਼ਾਇਦ ਖ਼ਤਰਨਾਕ ਵਿਕਲਪ ਤੋਂ ਸਿਵਾਏ ਕੁਝ ਵੀ ਨਾ ਬਚਦਾ। ਅੱਜ ਤੋਂ ਤਿੰਨ ਚਾਰ ਵਰ੍ਹੇ ਬਾਅਦ ਇਰਾਨ ਦੀਆਂ ਮਿਜ਼ਾਈਲਾਂ, ਜੋ ਹੁਣ ਤੱਕ ਸਿਰਫ਼ ਗੁਆਂਢੀਆਂ ਨੂੰ ਨਿਸ਼ਾਨਾ ਬਣ ਰਹੀਆਂ ਹਨ, ਬਰਲਿਨ ਜਾਂ ਲੰਡਨ ਨੂੰ ਤੇ ਸ਼ਾਇਦ ਨਿਊਯਾਰਕ ਜਾਂ ਵਾਸ਼ਿੰਗਟਨ ਨੂੰ ਵੀ ਆਪਣੀ ਜ਼ੱਦ ਵਿੱਚ ਲੈ ਲੈਣ। ਇਸ ਵਿੱਚ ਹੁਣ ਸ਼ੱਕ ਦੀ ਕੋਈ ਗੁੰਜਾਇਸ਼ ਨਹੀਂ।” bbox=[1152, 887, 1511, 1136]
sudoku-cell: 4 bbox=[1105, 1989, 1139, 2016]
sudoku-cell: 4 bbox=[869, 2149, 902, 2176]
column-divider bbox=[424, 1193, 426, 2205]
snow-patrol-photo-illustration bbox=[429, 784, 1137, 1170]
article-paragraph: ਰੋਕ ਦਿੱਤਾ। ਉਨ੍ਹਾਂ ਮੁਲਕਾਂ ਨੂੰ ਵੀ ਲੱਗਦਾ ਸੀ ਕਿ ਜੇ ਉਹ ਤਹਿਰਾਨ ਦੀਆਂ ਮਿਜ਼ਾਈਲਾਂ ਦੀ ਜ਼ੱਦ ਵਿੱਚ ਆ ਗਏ ਤਾਂ ਉਨ੍ਹਾਂ ਦੇ ਕਹਿਰ ਤੋਂ ਬਚ ਨਹੀਂ ਸਕਣਗੇ। bbox=[1152, 399, 1511, 468]
sudoku-cell: 8 bbox=[875, 1503, 953, 1553]
author-name-line1: ਪਰਮਜੀਤ bbox=[1419, 196, 1496, 220]
sudoku-cell: 9 bbox=[1105, 2149, 1139, 2176]
sudoku-cell bbox=[953, 1503, 1031, 1553]
article-paragraph: ਅਮਰੀਕੀ ਸੰਸਦ ਮੈਂਬਰਾਂ ਤੇ ਲੋਕਾਂ ਨੇ ਵੱਲੋਂ ਕੀਤੇ ਗਏ ਵਿਰੋਧ ਕਾਰਨ ਡੋਨਲਡ ਟਰੰਪ ਆਪਣੇ ਆਪ ਵਿੱਚ ਇਕੱਲਾ ਪੈ ਗਿਆ। ਖਾੜੀ ਦੇ ਮੁਲਕਾਂ ਨੂੰ ਇਰਾਨੀ ਹਮਲਿਆਂ ਤੋਂ ਬਾਅਦ ਇਸ ਗੱਲ ਦੀ ਸੋਝੀ ਆ ਗਈ ਕਿ ਉਹ ਅਮਰੀਕੀ ਸੋਚ ਤੇ ਨੀਤੀ ਵਿੱਚ ਫਸ ਕੇ ਆਪਣਾ ਨੁਕਸਾਨ ਕਰਵਾ ਰਹੇ ਹਨ, ਪਰ ਹੁਣ ਇਸ ਦਾ ਕੋਈ ਹੱਲ ਨਜ਼ਰ ਨਹੀਂ ਸੀ ਆ ਰਿਹਾ। ਉਹ ਚਾਹੁੰਦੇ ਸਨ ਕਿ ਜਿੰਨੀ ਜਲਦੀ ਜੰਗਬੰਦੀ ਹੋਵੇ ਓਨਾ ਚੰਗਾ ਹੈ, ਪਰ ਟਰੰਪ ਲਈ ਅਜਿਹਾ ਕਰਨਾ ਮੁਮਕਿਨ ਨਹੀਂ ਸੀ। ਉਸ ਦੀ ਜ਼ਿੱਦ ਤੇ ਅੜੀਅਲ ਵਤੀਰੇ ਕਰ ਕੇ ਪੂਰੀ ਦੁਨੀਆ ਸੰਕਟ ਵਿੱਚ ਘਿਰਦੀ ਜਾ ਰਹੀ ਸੀ। ਰੂਸ ਨੇ ਇਰਾਨ ਦੀ ਪਿੱਠ ਥਾਪੜੀ ਤਾਂ ਇਸ ਤੋਂ ਟਰੰਪ ਦੀ ਚਿੜ ਹੋਰ ਵਧ ਗਈ। bbox=[62, 714, 420, 988]
sudoku-cell: 6 bbox=[1105, 2043, 1139, 2069]
sudoku-cell: 4 bbox=[970, 2202, 1004, 2229]
sudoku-cell bbox=[953, 1800, 1031, 1850]
sudoku-cell: 6 bbox=[1038, 2096, 1071, 2123]
sudoku-cell bbox=[797, 1503, 875, 1553]
sudoku-cell bbox=[875, 1652, 953, 1702]
sudoku-cell: 7 bbox=[835, 2149, 869, 2176]
sudoku-cell bbox=[1187, 1602, 1265, 1652]
article-paragraph: ਦਰਅਸਲ, ਉਸ ਨੂੰ ਇਹ ਆਸ ਵੀ ਸੀ ਕਿ ਨਾਟੋ ਦੇ ਮੁਲਕ ਤੇ ਯੂਰੋਪੀਅਨ ਯੂਨੀਅਨ ਦੇ ਨਾਲ-ਨਾਲ ਖਾੜੀ ਦੇ ਉਹ ਮੁਲਕ, ਜੋ ਉਸ ਦੇ ਦਾਬੇ ਹੇਠ ਹਨ, ਇਸ ਯੁੱਧ ਨੂੰ ਤੁਰੰਤ ਫ਼ੈਸਲਾਕੁੰਨ ਮੋੜ 'ਤੇ ਪਹੁੰਚਾ ਦੇਣਗੇ, ਪਰ ਹੋਇਆ ਇਸ ਤੋਂ ਉਲਟਾ। ਨਾਟੋ ਦੇਸ਼ਾਂ, ਯੂਰੋਪੀਅਨ ਯੂਨੀਅਨ ਤੇ ਅਮਰੀਕੀ ਡੈਮੋਕ੍ਰੈਟਸ ਨੇ ਜਿਵੇਂ ਇਸ ਦਾ ਵਿਰੋਧ ਕੀਤਾ, ਇਹ ਭਵਿੱਖ ਵਿੱਚ ਯੁੱਧ ਮਾਨਸਿਕਤਾ ਲਈ ਇੱਕ ਸਬਕ ਹੈ। bbox=[62, 534, 420, 706]
sudoku-cell: 5 bbox=[1187, 1652, 1265, 1702]
sudoku-cell: 3 bbox=[1038, 2069, 1071, 2096]
sudoku-cell bbox=[1031, 1800, 1109, 1850]
sudoku-cell: 3 bbox=[936, 1989, 970, 2016]
sudoku-cell: 1 bbox=[1421, 1751, 1499, 1800]
sudoku-cell: 6 bbox=[1343, 1553, 1421, 1602]
sudoku-answers-grid bbox=[833, 1988, 1141, 2231]
sudoku-cell: 7 bbox=[970, 2176, 1004, 2202]
sudoku-cell bbox=[1109, 1900, 1187, 1949]
sudoku-cell: 7 bbox=[869, 2123, 902, 2149]
sudoku-cell: 2 bbox=[970, 2043, 1004, 2069]
column-divider bbox=[784, 1193, 785, 1492]
article-column-2 bbox=[430, 1198, 783, 2201]
sudoku-cell bbox=[1343, 1800, 1421, 1850]
sudoku-cell bbox=[1265, 1900, 1343, 1949]
sudoku-cell: 3 bbox=[1004, 2096, 1038, 2123]
sudoku-cell bbox=[1421, 1702, 1499, 1751]
sudoku-cell: 1 bbox=[970, 2016, 1004, 2043]
sudoku-cell: 4 bbox=[1031, 1652, 1109, 1702]
sudoku-cell bbox=[1187, 1900, 1265, 1949]
sudoku-cell: 2 bbox=[869, 1989, 902, 2016]
sudoku-cell: 8 bbox=[1071, 2043, 1105, 2069]
artillery-photo-illustration bbox=[429, 248, 1137, 769]
sudoku-cell bbox=[1421, 1850, 1499, 1900]
sudoku-cell: 8 bbox=[902, 2202, 936, 2229]
